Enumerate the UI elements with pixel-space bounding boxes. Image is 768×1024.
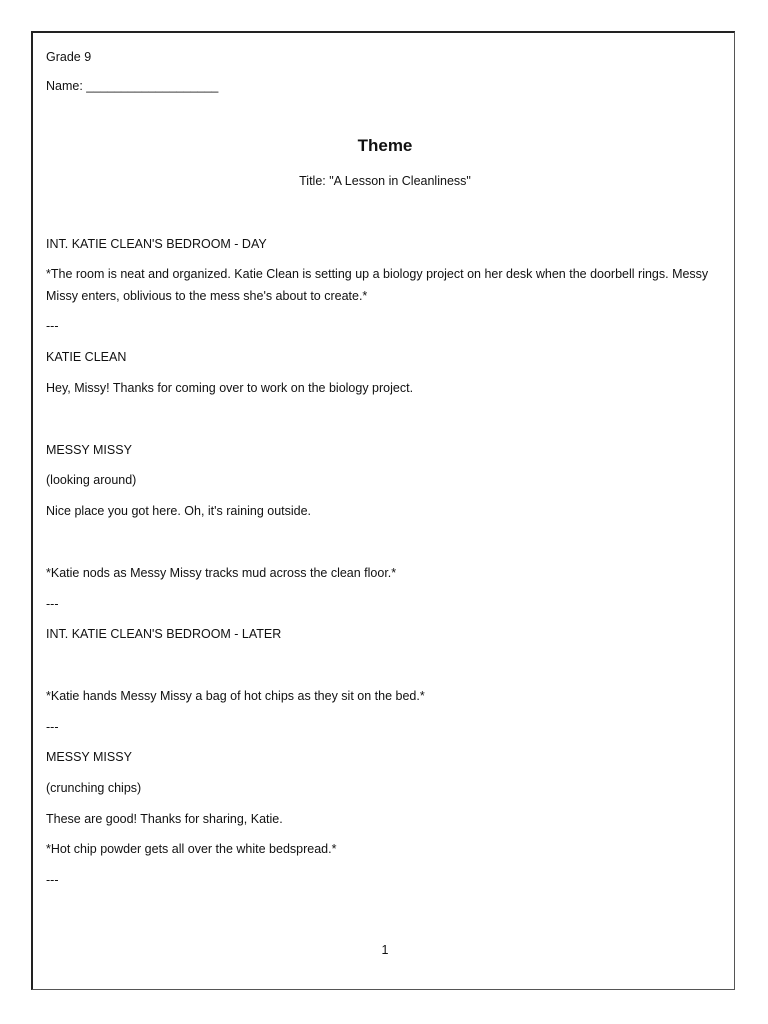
separator: ---: [46, 873, 59, 887]
action-line: *Katie hands Messy Missy a bag of hot chips as they sit on the bed.*: [46, 689, 425, 703]
dialogue-line: These are good! Thanks for sharing, Katie.: [46, 812, 283, 826]
character-name: MESSY MISSY: [46, 750, 132, 764]
dialogue-line: Nice place you got here. Oh, it's raining outside.: [46, 504, 312, 518]
separator: ---: [46, 720, 59, 734]
action-line: *Katie nods as Messy Missy tracks mud across the clean floor.*: [46, 566, 397, 580]
character-name: MESSY MISSY: [46, 443, 132, 457]
grade-label: Grade 9: [46, 50, 92, 64]
parenthetical: (looking around): [46, 473, 137, 487]
separator: ---: [46, 597, 59, 611]
action-line: *The room is neat and organized. Katie Clean is setting up a biology project on her desk when the doorbell rings. Messy Missy enters, oblivious to the mess she's about to create.*: [46, 267, 709, 303]
page-title: Theme: [357, 136, 413, 155]
character-name: KATIE CLEAN: [46, 350, 127, 364]
scene-heading: INT. KATIE CLEAN'S BEDROOM - LATER: [46, 627, 282, 641]
parenthetical: (crunching chips): [46, 781, 142, 795]
script-title: Title: "A Lesson in Cleanliness": [299, 174, 471, 188]
name-field-label: Name: ___________________: [46, 79, 219, 93]
dialogue-line: Hey, Missy! Thanks for coming over to work on the biology project.: [46, 381, 414, 395]
separator: ---: [46, 319, 59, 333]
scene-heading: INT. KATIE CLEAN'S BEDROOM - DAY: [46, 237, 267, 251]
document-page: [31, 31, 735, 990]
action-line: *Hot chip powder gets all over the white bedspread.*: [46, 842, 337, 856]
page-number: 1: [381, 943, 389, 957]
